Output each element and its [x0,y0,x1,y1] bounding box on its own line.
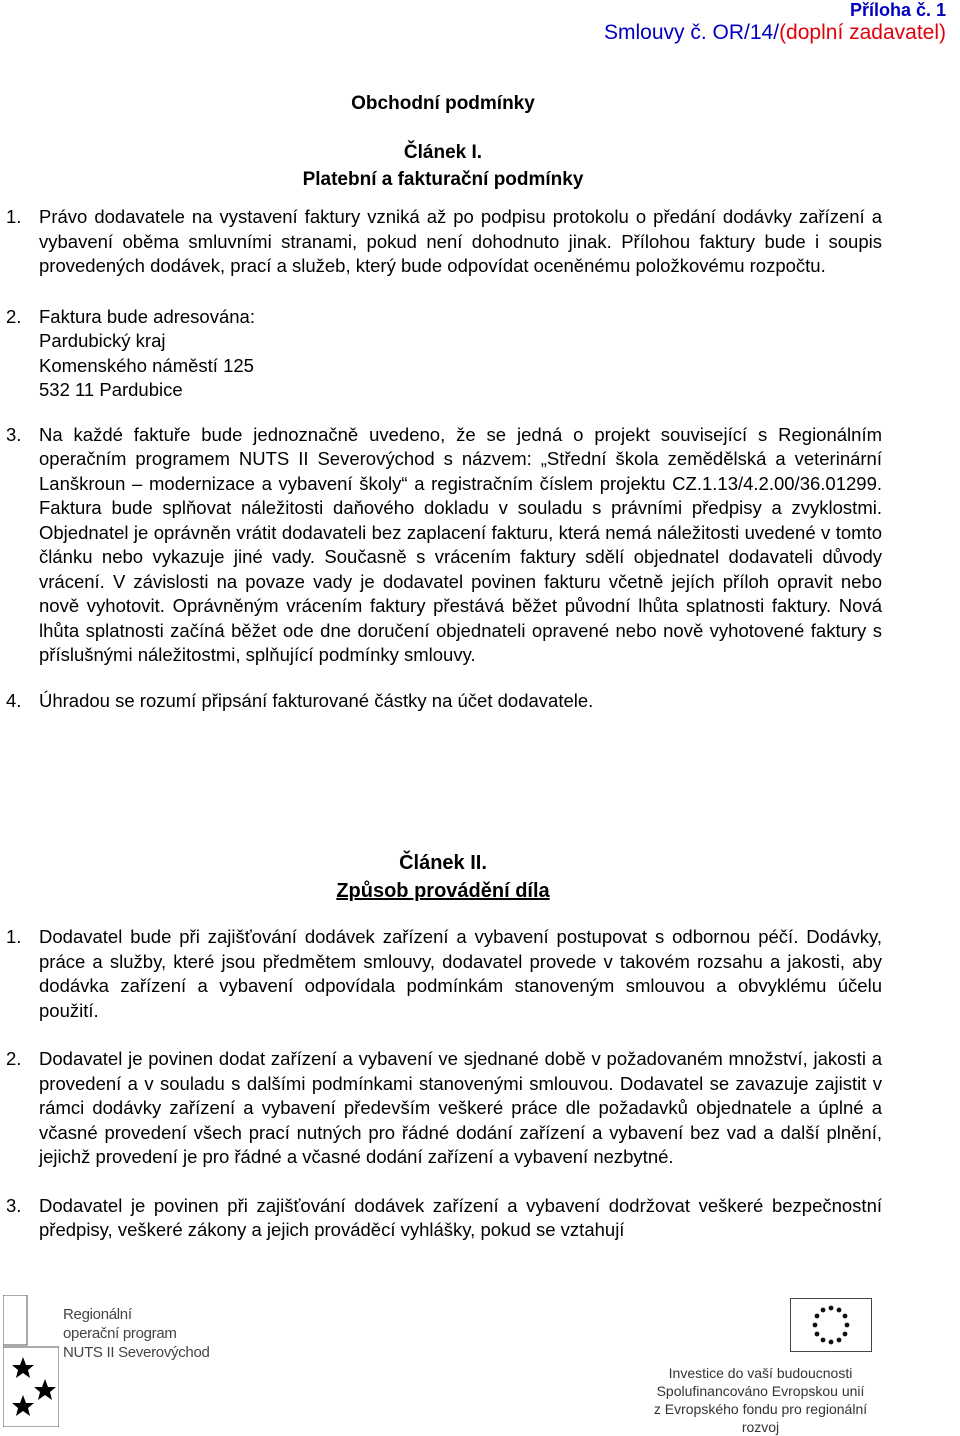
item-text: Na každé faktuře bude jednoznačně uvedeno, že se jedná o projekt související s Regionálním operačním programem NUTS II Severovýchod s názvem: „Střední škola zemědělská a veterinární Lanškroun – modernizace a vybavení školy“ a registračním číslem projektu CZ.1.13/4.2.00/36.01299. Faktura bude splňovat náležitosti daňového dokladu v souladu s právními předpisy a zvyklostmi. Objednatel je oprávněn vrátit dodavateli bez zaplacení fakturu, která nemá náležitosti uvedené v tomto článku nebo vykazuje jiné vady. Současně s vrácením faktury sdělí objednatel dodavateli důvody vrácení. V závislosti na povaze vady je dodavatel povinen fakturu včetně jejích příloh opravit nebo nově vyhotovit. Oprávněným vrácením faktury přestává běžet původní lhůta splatnosti faktury. Nová lhůta splatnosti začíná běžet ode dne doručení objednateli opravené nebo nově vyhotovené faktury s příslušnými náležitostmi, splňující podmínky smlouvy. [39,423,882,665]
item-number: 1. [6,926,22,947]
list-item [0,305,882,403]
article-1-subheading: Platební a fakturační podmínky [302,169,584,190]
rop-stars-icon [3,1295,59,1427]
item-number: 3. [6,423,22,445]
address-city: 532 11 Pardubice [39,379,183,400]
item-text: Dodavatel je povinen při zajišťování dodávek zařízení a vybavení dodržovat veškeré bezpečnostní předpisy, veškeré zákony a jejich prováděcí vyhlášky, pokud se vztahují [39,1194,882,1240]
list-item [0,205,882,279]
item-number: 2. [6,1048,22,1069]
contract-number [604,21,946,45]
article-2-subheading: Způsob provádění díla [336,880,550,902]
annex-label: Příloha č. 1 [849,0,946,20]
list-item [0,423,882,668]
item-text: Dodavatel bude při zajišťování dodávek zařízení a vybavení postupovat s odbornou péčí. Dodávky, práce a služby, které jsou předmětem smlouvy, dodavatel provede v takovém rozsahu a jakosti, aby dodávka zařízení a vybavení odpovídala podmínkám stanoveným smlouvou a obvyklému účelu použití. [39,926,882,1021]
rop-line-3: NUTS II Severovýchod [63,1344,210,1361]
item-text: Dodavatel je povinen dodat zařízení a vybavení ve sjednané době v požadovaném množství, jakosti a provedení a v souladu s dalšími podmínkami stanovenými smlouvou. Dodavatel se zavazuje zajistit v rámci dodávky zařízení a vybavení především veškeré práce dle požadavků objednatele a úplné a včasné provedení všech prací nutných pro řádné dodání zařízení a vybavení bez vad a další plnění, jejichž provedení je pro řádné a včasné dodání zařízení a vybavení nezbytné. [39,1048,882,1167]
article-2-header [0,849,886,905]
article-2-heading: Článek II. [399,852,487,874]
item-number: 4. [6,689,22,711]
item-number: 1. [6,206,22,227]
contract-prefix: Smlouvy č. OR/14/ [604,21,780,44]
eu-logo [630,1298,880,1435]
address-street: Komenského náměstí 125 [39,354,254,376]
list-item [0,1047,882,1170]
rop-logo-text [63,1305,210,1362]
document-title: Obchodní podmínky [351,93,535,114]
list-item [0,689,882,714]
contract-placeholder: (doplní zadavatel) [779,21,946,44]
article-1-header [0,139,886,193]
list-item [0,925,882,1023]
item-text: Úhradou se rozumí připsání fakturované částky na účet dodavatele. [39,689,594,711]
article-1-heading: Článek I. [403,142,483,163]
eu-line-1: Investice do vaší budoucnosti [668,1365,853,1381]
item-text: Právo dodavatele na vystavení faktury vzniká až po podpisu protokolu o předání dodávky zařízení a vybavení oběma smluvními stranami, pokud není dohodnuto jinak. Přílohou faktury bude i soupis provedených dodávek, prací a služeb, který bude odpovídat oceněnému položkovému rozpočtu. [39,206,882,276]
rop-logo [3,1295,213,1427]
eu-flag-icon [790,1298,872,1352]
item-number: 2. [6,305,22,327]
list-item [0,1194,882,1243]
article-2-list [0,925,882,1267]
rop-line-1: Regionální [63,1306,132,1323]
address-recipient: Pardubický kraj [39,330,166,351]
footer-logos [0,1292,960,1435]
address-intro: Faktura bude adresována: [39,305,255,327]
eu-line-2: Spolufinancováno Evropskou unií [656,1383,865,1399]
item-number: 3. [6,1194,22,1216]
article-1-list [0,205,882,713]
rop-line-2: operační program [63,1325,177,1342]
eu-line-3: z Evropského fondu pro regionální rozvoj [653,1401,868,1435]
eu-logo-text [638,1364,883,1436]
